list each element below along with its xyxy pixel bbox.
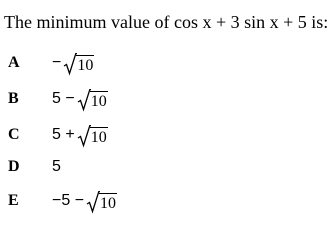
radical-icon [77, 124, 91, 148]
option-letter: A [8, 54, 20, 71]
radicand: 10 [77, 57, 94, 74]
radicand: 10 [90, 129, 107, 146]
option-c[interactable] [0, 122, 335, 148]
square-root [63, 52, 94, 76]
option-letter: D [8, 158, 20, 175]
radical-icon [86, 190, 100, 214]
answer-prefix: 5 + [52, 126, 75, 143]
option-answer [52, 188, 117, 214]
option-e[interactable] [0, 188, 335, 214]
option-letter: C [8, 126, 20, 143]
option-answer [52, 86, 108, 112]
option-letter: E [8, 192, 19, 209]
radicand: 10 [90, 93, 107, 110]
option-d[interactable] [0, 154, 335, 180]
option-answer [52, 50, 94, 76]
answer-prefix: 5 − [52, 90, 75, 107]
option-letter: B [8, 90, 19, 107]
option-answer [52, 154, 63, 180]
option-a[interactable] [0, 50, 335, 76]
square-root [86, 190, 117, 214]
square-root [77, 88, 108, 112]
answer-prefix: 5 [52, 158, 61, 175]
radical-icon [77, 88, 91, 112]
radical-icon [63, 52, 77, 76]
question-text: The minimum value of cos x + 3 sin x + 5 is: [4, 12, 329, 32]
option-b[interactable] [0, 86, 335, 112]
answer-prefix: − [52, 54, 62, 71]
radicand: 10 [100, 195, 117, 212]
answer-prefix: −5 − [52, 192, 85, 209]
option-answer [52, 122, 108, 148]
square-root [77, 124, 108, 148]
